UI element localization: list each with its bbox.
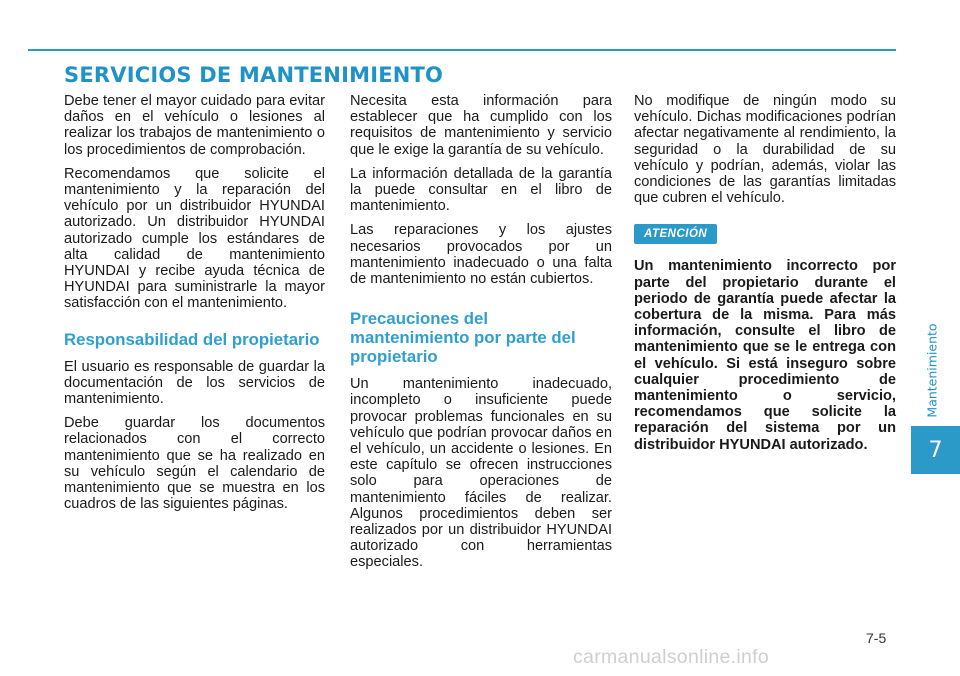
chapter-tab xyxy=(911,426,960,474)
header-rule xyxy=(28,49,896,51)
column-2 xyxy=(350,93,612,579)
subheading-owner-precautions: Precauciones del mantenimiento por parte del propietario xyxy=(350,309,576,367)
column-1 xyxy=(64,93,325,520)
paragraph: Debe tener el mayor cuidado para evitar daños en el vehículo o lesiones al realizar los trabajos de mantenimiento o los procedimientos de comprobación. xyxy=(64,93,325,158)
subheading-owner-responsibility: Responsabilidad del propietario xyxy=(64,329,320,349)
paragraph: Recomendamos que solicite el mantenimiento y la reparación del vehículo por un distribuidor HYUNDAI autorizado. Un distribuidor HYUNDAI autorizado cumple los estándares de alta calidad de mantenimiento HYUNDAI y recibe ayuda técnica de HYUNDAI para suministrarle la mayor satisfacción con el mantenimiento. xyxy=(64,165,325,312)
paragraph: Un mantenimiento inadecuado, incompleto o insuficiente puede provocar problemas funcionales en su vehículo que podrían provocar daños en el vehículo, un accidente o lesiones. En este capítulo se ofrecen instrucciones solo para operaciones de mantenimiento fáciles de realizar. Algunos procedimientos deben ser realizados por un distribuidor HYUNDAI autorizado con herramientas especiales. xyxy=(350,376,612,571)
caution-badge: ATENCIÓN xyxy=(634,224,717,244)
paragraph: Debe guardar los documentos relacionados con el correcto mantenimiento que se ha realizado en su vehículo según el calendario de mantenimiento que se muestra en los cuadros de las siguientes páginas. xyxy=(64,415,325,513)
paragraph: Necesita esta información para establecer que ha cumplido con los requisitos de mantenimiento y servicio que le exige la garantía de su vehículo. xyxy=(350,93,612,158)
caution-text: Un mantenimiento incorrecto por parte del propietario durante el periodo de garantía puede afectar la cobertura de la misma. Para más información, consulte el libro de mantenimiento que se le entrega con el vehículo. Si está inseguro sobre cualquier procedimiento de mantenimiento o servicio, recomendamos que solicite la reparación del sistema por un distribuidor HYUNDAI autorizado. xyxy=(634,258,896,453)
paragraph: El usuario es responsable de guardar la documentación de los servicios de mantenimiento. xyxy=(64,358,325,408)
paragraph: Las reparaciones y los ajustes necesarios provocados por un mantenimiento inadecuado o una falta de mantenimiento no están cubiertos. xyxy=(350,222,612,288)
watermark: carmanualsonline.info xyxy=(573,646,769,668)
chapter-side-label xyxy=(922,320,942,420)
paragraph: La información detallada de la garantía la puede consultar en el libro de mantenimiento. xyxy=(350,165,612,215)
column-3 xyxy=(634,93,896,461)
paragraph: No modifique de ningún modo su vehículo. Dichas modificaciones podrían afectar negativamente al rendimiento, la seguridad o la durabilidad de su vehículo y podrían, además, violar las condiciones de las garantías limitadas que cubren el vehículo. xyxy=(634,93,896,207)
page-number: 7-5 xyxy=(866,630,887,646)
chapter-number: 7 xyxy=(928,437,943,463)
chapter-label-text: Mantenimiento xyxy=(924,322,940,418)
section-title: SERVICIOS DE MANTENIMIENTO xyxy=(64,63,444,87)
